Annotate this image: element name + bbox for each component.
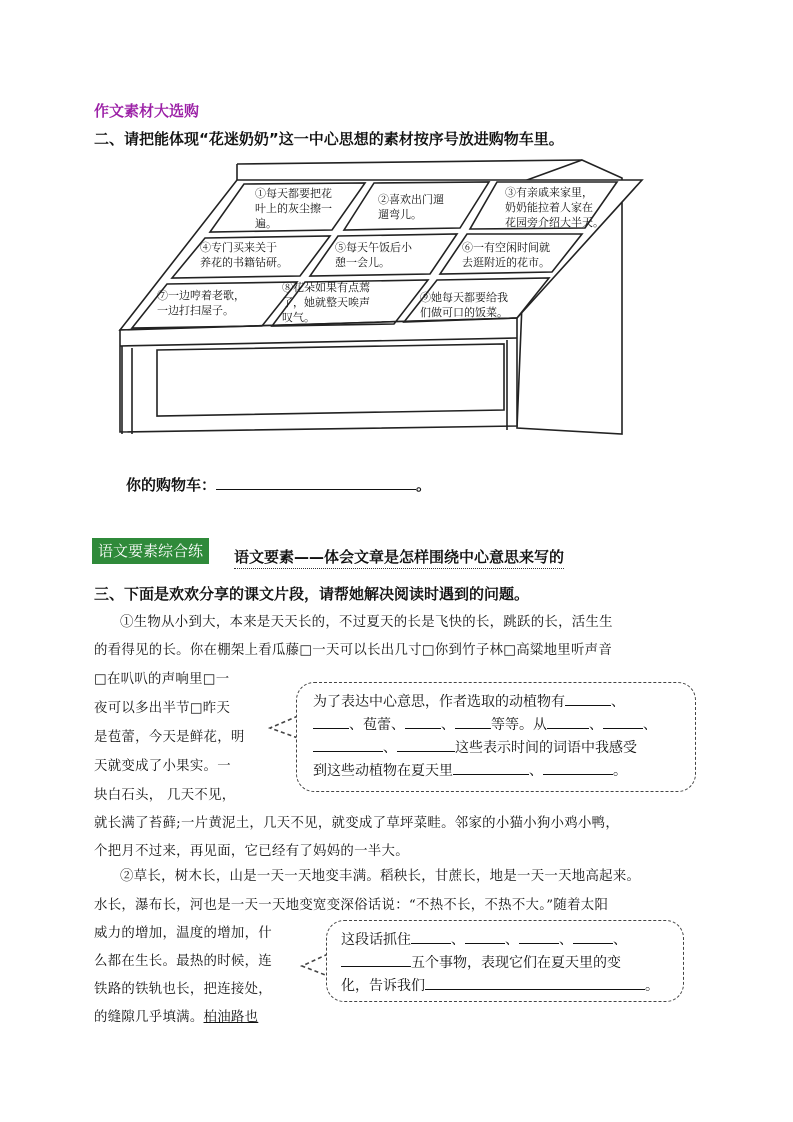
bubble-2-blank-2[interactable] <box>465 929 505 944</box>
p1-line-6: 天就变成了小果实。一 <box>94 759 231 774</box>
bubble-2: 这段话抓住 、 、 、 、 五个事物，表现它们在夏天里的变 化，告诉我们 。 <box>326 920 684 1002</box>
bubble-1-blank-1[interactable] <box>565 691 611 706</box>
p1-line-5: 是苞蕾，今天是鲜花，明 <box>94 730 245 745</box>
cell-2 <box>378 192 444 222</box>
cell-6 <box>462 240 550 270</box>
bubble-1-text-f: 等等。从 <box>491 717 547 733</box>
bubble-1-blank-6[interactable] <box>603 714 643 729</box>
p2-line-6-text: 的缝隙几乎填满。 <box>94 1010 204 1025</box>
p1-line-8: 就长满了苔藓;一片黄泥土，几天不见，就变成了草坪菜畦。邻家的小猫小狗小鸡小鸭， <box>94 816 620 831</box>
p2-line-1: ②草长，树木长，山是一天一天地变丰满。稻秧长，甘蔗长，地是一天一天地高起来。 <box>120 869 641 884</box>
bubble-2-blank-3[interactable] <box>519 929 559 944</box>
bubble-1 <box>296 682 696 792</box>
cell-7 <box>157 288 245 318</box>
p1-line-9: 个把月不过来，再见面，它已经有了妈妈的一半大。 <box>94 844 409 859</box>
bubble-1-text-a: 为了表达中心意思，作者选取的动植物有 <box>313 694 565 710</box>
cart-answer-row <box>126 474 431 495</box>
cell-3-line-3: 花园旁介绍大半天。 <box>505 216 604 229</box>
cell-3-line-2: 奶奶能拉着人家在 <box>505 201 593 214</box>
p1-line-7: 块白石头， 几天不见， <box>94 788 236 803</box>
bubble-2-text-d: 。 <box>645 978 659 994</box>
p2-line-5: 铁路的铁轨也长，把连接处， <box>94 982 272 997</box>
question-2-prompt: 二、请把能体现“花迷奶奶”这一中心思想的素材按序号放进购物车里。 <box>94 130 564 148</box>
p2-line-2: 水长，瀑布长，河也是一天一天地变宽变深俗话说：“不热不长，不热不大。”随着太阳 <box>94 898 609 913</box>
bubble-2-text-a: 这段话抓住 <box>341 932 411 948</box>
p2-line-3: 威力的增加，温度的增加，什 <box>94 926 272 941</box>
cell-1-line-1: ①每天都要把花 <box>255 187 332 200</box>
cell-4 <box>200 240 288 270</box>
bubble-2-blank-5[interactable] <box>341 952 411 967</box>
bubble-2-blank-1[interactable] <box>411 929 451 944</box>
bubble-1-text-d: 、苞蕾、 <box>349 717 405 733</box>
section-title: 作文素材大选购 <box>94 102 200 120</box>
cell-3 <box>505 185 604 230</box>
p2-line-4: 么都在生长。最热的时候，连 <box>94 954 272 969</box>
bubble-1-text-b: 、 <box>611 694 625 710</box>
cell-8-line-3: 叹气。 <box>282 311 315 324</box>
cell-3-line-1: ③有亲戚来家里， <box>505 186 593 199</box>
cart-answer-blank[interactable] <box>216 475 416 490</box>
bubble-1-text-l: 。 <box>613 763 627 779</box>
p1-line-1: ①生物从小到大，本来是天天长的，不过夏天的长是飞快的长，跳跃的长，活生生 <box>120 615 613 630</box>
cell-7-line-1: ⑦一边哼着老歌， <box>157 289 245 302</box>
bubble-1-text-k: 、 <box>529 763 543 779</box>
bubble-1-text-g: 、 <box>589 717 603 733</box>
bubble-1-text-h: 、 <box>643 717 657 733</box>
practice-badge: 语文要素综合练 <box>92 538 209 564</box>
cell-1-line-2: 叶上的灰尘擦一 <box>255 202 332 215</box>
p1-line-3: □在叭叭的声响里□一 <box>94 672 230 687</box>
question-3-prompt: 三、下面是欢欢分享的课文片段，请帮她解决阅读时遇到的问题。 <box>94 585 530 603</box>
element-header <box>92 540 209 561</box>
cell-1-line-3: 遍。 <box>255 217 277 230</box>
p2-line-6 <box>94 1006 258 1025</box>
bubble-1-blank-2[interactable] <box>313 714 349 729</box>
cell-9-line-1: ⑨她每天都要给我 <box>420 291 508 304</box>
cell-6-line-1: ⑥一有空闲时间就 <box>462 241 550 254</box>
bubble-2-text-c: 化，告诉我们 <box>341 978 425 994</box>
cell-5-line-1: ⑤每天午饭后小 <box>335 241 412 254</box>
cart-end: 。 <box>416 476 432 494</box>
cell-6-line-2: 去逛附近的花市。 <box>462 256 550 269</box>
cart-label: 你的购物车： <box>126 476 217 494</box>
cell-9 <box>420 290 508 320</box>
bubble-1-blank-5[interactable] <box>547 714 589 729</box>
bubble-1-text-i: 这些表示时间的词语中我感受 <box>455 740 637 756</box>
p1-line-2: 的看得见的长。你在棚架上看瓜藤□一天可以长出几寸□你到竹子林□高粱地里听声音 <box>94 643 613 658</box>
cell-5-line-2: 憩一会儿。 <box>335 256 390 269</box>
bubble-2-blank-6[interactable] <box>425 975 645 990</box>
cell-4-line-1: ④专门买来关于 <box>200 241 277 254</box>
cell-1 <box>255 186 332 231</box>
p1-line-4: 夜可以多出半节□昨天 <box>94 701 231 716</box>
bubble-1-text-c: 、 <box>383 740 397 756</box>
bubble-1-blank-9[interactable] <box>453 760 529 775</box>
cell-4-line-2: 养花的书籍钻研。 <box>200 256 288 269</box>
cell-9-line-2: 们做可口的饭菜。 <box>420 306 508 319</box>
cell-8 <box>282 280 370 325</box>
cell-8-line-2: 了，她就整天唉声 <box>282 296 370 309</box>
bubble-1-blank-10[interactable] <box>543 760 613 775</box>
bubble-1-blank-4[interactable] <box>455 714 491 729</box>
cell-7-line-2: 一边打扫屋子。 <box>157 304 234 317</box>
bubble-1-text-e: 、 <box>441 717 455 733</box>
cell-2-line-2: 遛弯儿。 <box>378 208 422 221</box>
bubble-1-blank-7[interactable] <box>313 737 383 752</box>
cell-2-line-1: ②喜欢出门遛 <box>378 193 444 206</box>
element-title-text: 语文要素——体会文章是怎样围绕中心意思来写的 <box>234 548 564 569</box>
cell-5 <box>335 240 412 270</box>
cell-8-line-1: ⑧花朵如果有点蔫 <box>282 281 370 294</box>
bubble-1-blank-8[interactable] <box>397 737 455 752</box>
element-title <box>234 546 564 567</box>
bubble-1-blank-3[interactable] <box>405 714 441 729</box>
p2-line-6-underlined: 柏油路也 <box>203 1010 259 1025</box>
bubble-1-text-j: 到这些动植物在夏天里 <box>313 763 453 779</box>
bubble-2-blank-4[interactable] <box>573 929 613 944</box>
bubble-2-text-b: 五个事物，表现它们在夏天里的变 <box>411 955 621 971</box>
